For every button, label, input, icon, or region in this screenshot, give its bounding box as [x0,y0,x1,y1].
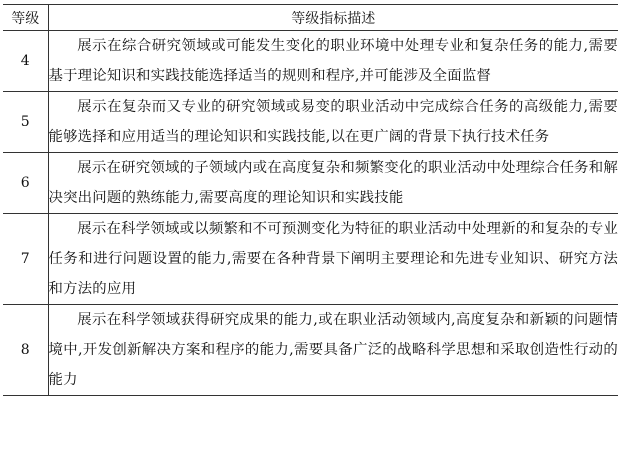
table-row [3,92,618,153]
header-description: 等级指标描述 [48,5,618,31]
table-header-row [3,5,618,31]
table-row [3,214,618,305]
level-cell: 8 [3,305,48,396]
table-row [3,305,618,396]
level-cell: 7 [3,214,48,305]
header-level: 等级 [3,5,48,31]
table-row [3,153,618,214]
level-cell: 5 [3,92,48,153]
description-cell: 展示在综合研究领域或可能发生变化的职业环境中处理专业和复杂任务的能力,需要基于理论知识和实践技能选择适当的规则和程序,并可能涉及全面监督 [48,31,618,92]
description-cell: 展示在复杂而又专业的研究领域或易变的职业活动中完成综合任务的高级能力,需要能够选择和应用适当的理论知识和实践技能,以在更广阔的背景下执行技术任务 [48,92,618,153]
grade-descriptor-table [3,4,618,396]
level-cell: 4 [3,31,48,92]
level-cell: 6 [3,153,48,214]
table-row [3,31,618,92]
description-cell: 展示在科学领域或以频繁和不可预测变化为特征的职业活动中处理新的和复杂的专业任务和进行问题设置的能力,需要在各种背景下阐明主要理论和先进专业知识、研究方法和方法的应用 [48,214,618,305]
description-cell: 展示在研究领域的子领域内或在高度复杂和频繁变化的职业活动中处理综合任务和解决突出问题的熟练能力,需要高度的理论知识和实践技能 [48,153,618,214]
description-cell: 展示在科学领域获得研究成果的能力,或在职业活动领域内,高度复杂和新颖的问题情境中,开发创新解决方案和程序的能力,需要具备广泛的战略科学思想和采取创造性行动的能力 [48,305,618,396]
